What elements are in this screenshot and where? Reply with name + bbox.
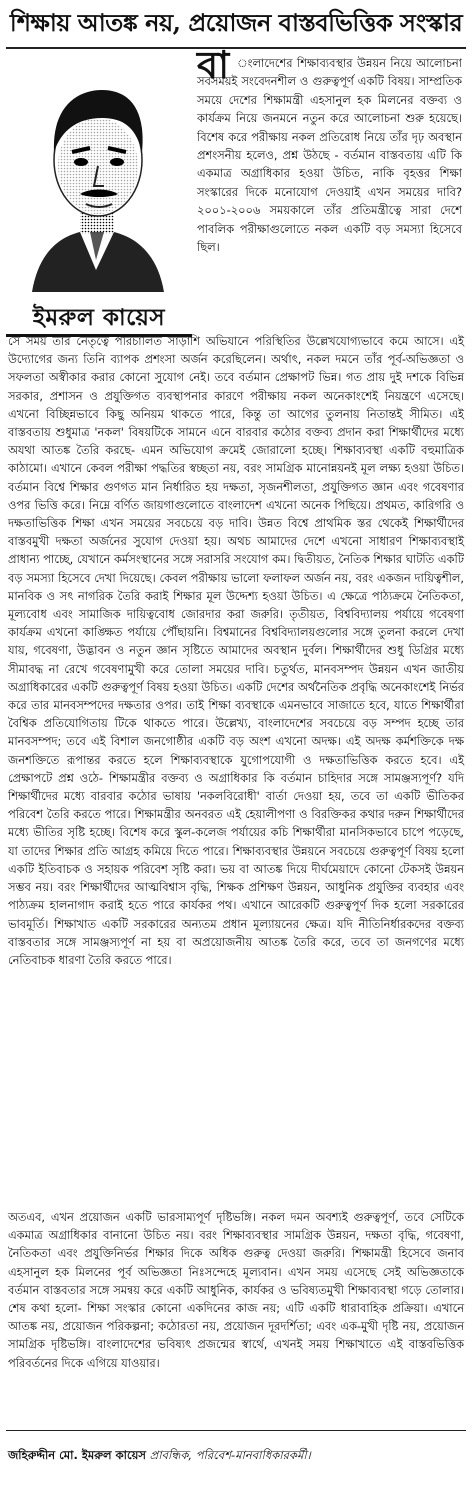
author-byline: ইমরুল কায়েস <box>32 304 166 331</box>
author-note <box>8 1446 468 1464</box>
lead-paragraph: ংলাদেশের শিক্ষাব্যবস্থার উন্নয়ন নিয়ে আলোচনা সবসময়ই সংবেদনশীল ও গুরুত্বপূর্ণ একটি বিষয়। সাম্প্রতিক সময়ে দেশের শিক্ষামন্ত্রী এহসানুল হক মিলনের বক্তব্য ও কার্যক্রম নিয়ে জনমনে নতুন করে আলোচনা শুরু হয়েছে। বিশেষ করে পরীক্ষায় নকল প্রতিরোধ নিয়ে তাঁর দৃঢ় অবস্থান প্রশংসনীয় হলেও, প্রশ্ন উঠছে - বর্তমান বাস্তবতায় এটি কি একমাত্র অগ্রাধিকার হওয়া উচিত, নাকি বৃহত্তর শিক্ষা সংস্কারের দিকে মনোযোগ দেওয়াই এখন সময়ের দাবি? ২০০১-২০০৬ সময়কালে তাঁর প্রতিমন্ত্রীত্বে সারা দেশে পাবলিক পরীক্ষাগুলোতে নকল একটি বড় সমস্যা হিসেবে ছিল। <box>197 56 462 255</box>
headline: শিক্ষায় আতঙ্ক নয়, প্রয়োজন বাস্তবভিত্তিক সংস্কার <box>9 8 463 37</box>
author-full-name: জহিরুদ্দীন মো. ইমরুল কায়েস <box>8 1448 147 1462</box>
body-paragraph-2: অতএব, এখন প্রয়োজন একটি ভারসাম্যপূর্ণ দৃষ্টিভঙ্গি। নকল দমন অবশ্যই গুরুত্বপূর্ণ, তবে সেটিকে একমাত্র অগ্রাধিকার বানানো উচিত নয়। বরং শিক্ষাব্যবস্থার সামগ্রিক উন্নয়ন, দক্ষতা বৃদ্ধি, গবেষণা, নৈতিকতা এবং প্রযুক্তিনির্ভর শিক্ষার দিকে অধিক গুরুত্ব দেওয়া জরুরি। শিক্ষামন্ত্রী হিসেবে জনাব এহসানুল হক মিলনের পূর্ব অভিজ্ঞতা নিঃসন্দেহে মূল্যবান। এখন সময় এসেছে সেই অভিজ্ঞতাকে বর্তমান বাস্তবতার সঙ্গে সমন্বয় করে একটি আধুনিক, কার্যকর ও ভবিষ্যতমুখী শিক্ষাব্যবস্থা গড়ে তোলার। শেষ কথা হলো- শিক্ষা সংস্কার কোনো একদিনের কাজ নয়; এটি একটি ধারাবাহিক প্রক্রিয়া। এখানে আতঙ্ক নয়, প্রয়োজন পরিকল্পনা; কঠোরতা নয়, প্রয়োজন দূরদর্শিতা; এবং এক-মুখী দৃষ্টি নয়, প্রয়োজন সামগ্রিক দৃষ্টিভঙ্গি। বাংলাদেশের ভবিষ্যৎ প্রজন্মের স্বার্থে, এখনই সময় শিক্ষাখাতে এই বাস্তবভিত্তিক পরিবর্তনের দিকে এগিয়ে যাওয়ার। <box>8 1210 464 1370</box>
headline-divider <box>6 47 466 49</box>
drop-cap: বা <box>197 42 230 87</box>
footer-divider <box>6 1430 466 1431</box>
body-paragraph-1: সে সময় তাঁর নেতৃত্বে পরিচালিত সাড়াশি অভিযানে পরিস্থিতির উল্লেখযোগ্যভাবে কমে আসে। এই উদ্যোগের জন্য তিনি ব্যাপক প্রশংসা অর্জন করেছিলেন। অর্থাৎ, নকল দমনে তাঁর পূর্ব-অভিজ্ঞতা ও সফলতা অস্বীকার করার কোনো সুযোগ নেই। তবে বর্তমান প্রেক্ষাপট ভিন্ন। গত প্রায় দুই দশকে বিভিন্ন সরকার, প্রশাসন ও প্রযুক্তিগত ব্যবস্থাপনার কারণে পরীক্ষায় নকল অনেকাংশেই নিয়ন্ত্রণে এসেছে। এখনো বিচ্ছিন্নভাবে কিছু অনিয়ম থাকতে পারে, কিন্তু তা আগের তুলনায় নিতান্তই সীমিত। এই বাস্তবতায় শুধুমাত্র 'নকল' বিষয়টিকে সামনে এনে বারবার কঠোর বক্তব্য প্রদান করা শিক্ষার্থীদের মধ্যে অযথা আতঙ্ক তৈরি করছে- এমন অভিযোগ ক্রমেই জোরালো হচ্ছে। শিক্ষাব্যবস্থা একটি বহুমাত্রিক কাঠামো। এখানে কেবল পরীক্ষা পদ্ধতির স্বচ্ছতা নয়, বরং সামগ্রিক মানোন্নয়নই মূল লক্ষ্য হওয়া উচিত। বর্তমান বিশ্বে শিক্ষার গুণগত মান নির্ধারিত হয় দক্ষতা, সৃজনশীলতা, প্রযুক্তিগত জ্ঞান এবং গবেষণার ওপর ভিত্তি করে। নিম্নে বর্ণিত জায়গাগুলোতে বাংলাদেশ এখনো অনেক পিছিয়ে। প্রথমত, কারিগরি ও দক্ষতাভিত্তিক শিক্ষা এখন সময়ের সবচেয়ে বড় দাবি। উন্নত বিশ্বে প্রাথমিক স্তর থেকেই শিক্ষার্থীদের বাস্তবমুখী দক্ষতা অর্জনের সুযোগ দেওয়া হয়। অথচ আমাদের দেশে এখনো সাধারণ শিক্ষাব্যবস্থাই প্রাধান্য পাচ্ছে, যেখানে কর্মসংস্থানের সঙ্গে সরাসরি সংযোগ কম। দ্বিতীয়ত, নৈতিক শিক্ষার ঘাটতি একটি বড় সমস্যা হিসেবে দেখা দিয়েছে। কেবল পরীক্ষায় ভালো ফলাফল অর্জন নয়, বরং একজন দায়িত্বশীল, মানবিক ও সৎ নাগরিক তৈরি করাই শিক্ষার মূল উদ্দেশ্য হওয়া উচিত। এ ক্ষেত্রে পাঠ্যক্রমে নৈতিকতা, মূল্যবোধ এবং সামাজিক দায়িত্ববোধ জোরদার করা জরুরি। তৃতীয়ত, বিশ্ববিদ্যালয় পর্যায়ে গবেষণা কার্যক্রম এখনো কাঙ্ক্ষিত পর্যায়ে পৌঁছায়নি। বিশ্বমানের বিশ্ববিদ্যালয়গুলোর সঙ্গে তুলনা করলে দেখা যায়, গবেষণা, উদ্ভাবন ও নতুন জ্ঞান সৃষ্টিতে আমাদের অবস্থান দুর্বল। শিক্ষার্থীদের শুধু ডিগ্রির মধ্যে সীমাবদ্ধ না রেখে গবেষণামুখী করে তোলা সময়ের দাবি। চতুর্থত, মানবসম্পদ উন্নয়ন এখন জাতীয় অগ্রাধিকারের একটি গুরুত্বপূর্ণ বিষয় হওয়া উচিত। একটি দেশের অর্থনৈতিক প্রবৃদ্ধি অনেকাংশেই নির্ভর করে তার মানবসম্পদের দক্ষতার ওপর। তাই শিক্ষা ব্যবস্থাকে এমনভাবে সাজাতে হবে, যাতে শিক্ষার্থীরা বৈশ্বিক প্রতিযোগিতায় টিকে থাকতে পারে। উল্লেখ্য, বাংলাদেশের সবচেয়ে বড় সম্পদ হচ্ছে তার মানবসম্পদ; তবে এই বিশাল জনগোষ্ঠীর একটি বড় অংশ এখনো অদক্ষ। এই অদক্ষ কর্মশক্তিকে দক্ষ জনশক্তিতে রূপান্তর করতে হলে শিক্ষাব্যবস্থাকে যুগোপযোগী ও দক্ষতাভিত্তিক করতে হবে। এই প্রেক্ষাপটে প্রশ্ন ওঠে- শিক্ষামন্ত্রীর বক্তব্য ও অগ্রাধিকার কি বর্তমান চাহিদার সঙ্গে সামঞ্জস্যপূর্ণ? যদি শিক্ষার্থীদের মধ্যে বারবার কঠোর ভাষায় 'নকলবিরোধী' বার্তা দেওয়া হয়, তবে তা একটি ভীতিকর পরিবেশ তৈরি করতে পারে। শিক্ষামন্ত্রীর অনবরত এই হেয়ালীপণা ও বিরক্তিকর কথার দরুন শিক্ষার্থীদের মধ্যে ভীতির সৃষ্টি হচ্ছে। বিশেষ করে স্কুল-কলেজ পর্যায়ের কচি শিক্ষার্থীরা মানসিকভাবে চাপে পড়েছে, যা তাদের শিক্ষার প্রতি আগ্রহ কমিয়ে দিতে পারে। শিক্ষাব্যবস্থার উন্নয়নে সবচেয়ে গুরুত্বপূর্ণ বিষয় হলো একটি ইতিবাচক ও সহায়ক পরিবেশ সৃষ্টি করা। ভয় বা আতঙ্ক দিয়ে দীর্ঘমেয়াদে কোনো টেকসই উন্নয়ন সম্ভব নয়। বরং শিক্ষার্থীদের আত্মবিশ্বাস বৃদ্ধি, শিক্ষক প্রশিক্ষণ উন্নয়ন, আধুনিক প্রযুক্তির ব্যবহার এবং পাঠ্যক্রম হালনাগাদ করাই হতে পারে কার্যকর পথ। এখানে আরেকটি গুরুত্বপূর্ণ দিক হলো সরকারের ভাবমূর্তি। শিক্ষাখাত একটি সরকারের অন্যতম প্রধান মূল্যায়নের ক্ষেত্র। যদি নীতিনির্ধারকদের বক্তব্য বাস্তবতার সঙ্গে সামঞ্জস্যপূর্ণ না হয় বা অপ্রয়োজনীয় আতঙ্ক তৈরি করে, তবে তা জনগণের মধ্যে নেতিবাচক ধারণা তৈরি করতে পারে। <box>8 334 464 967</box>
author-portrait <box>18 56 176 292</box>
author-role: প্রাবন্ধিক, পরিবেশ-মানবাধিকারকর্মী। <box>149 1448 311 1462</box>
